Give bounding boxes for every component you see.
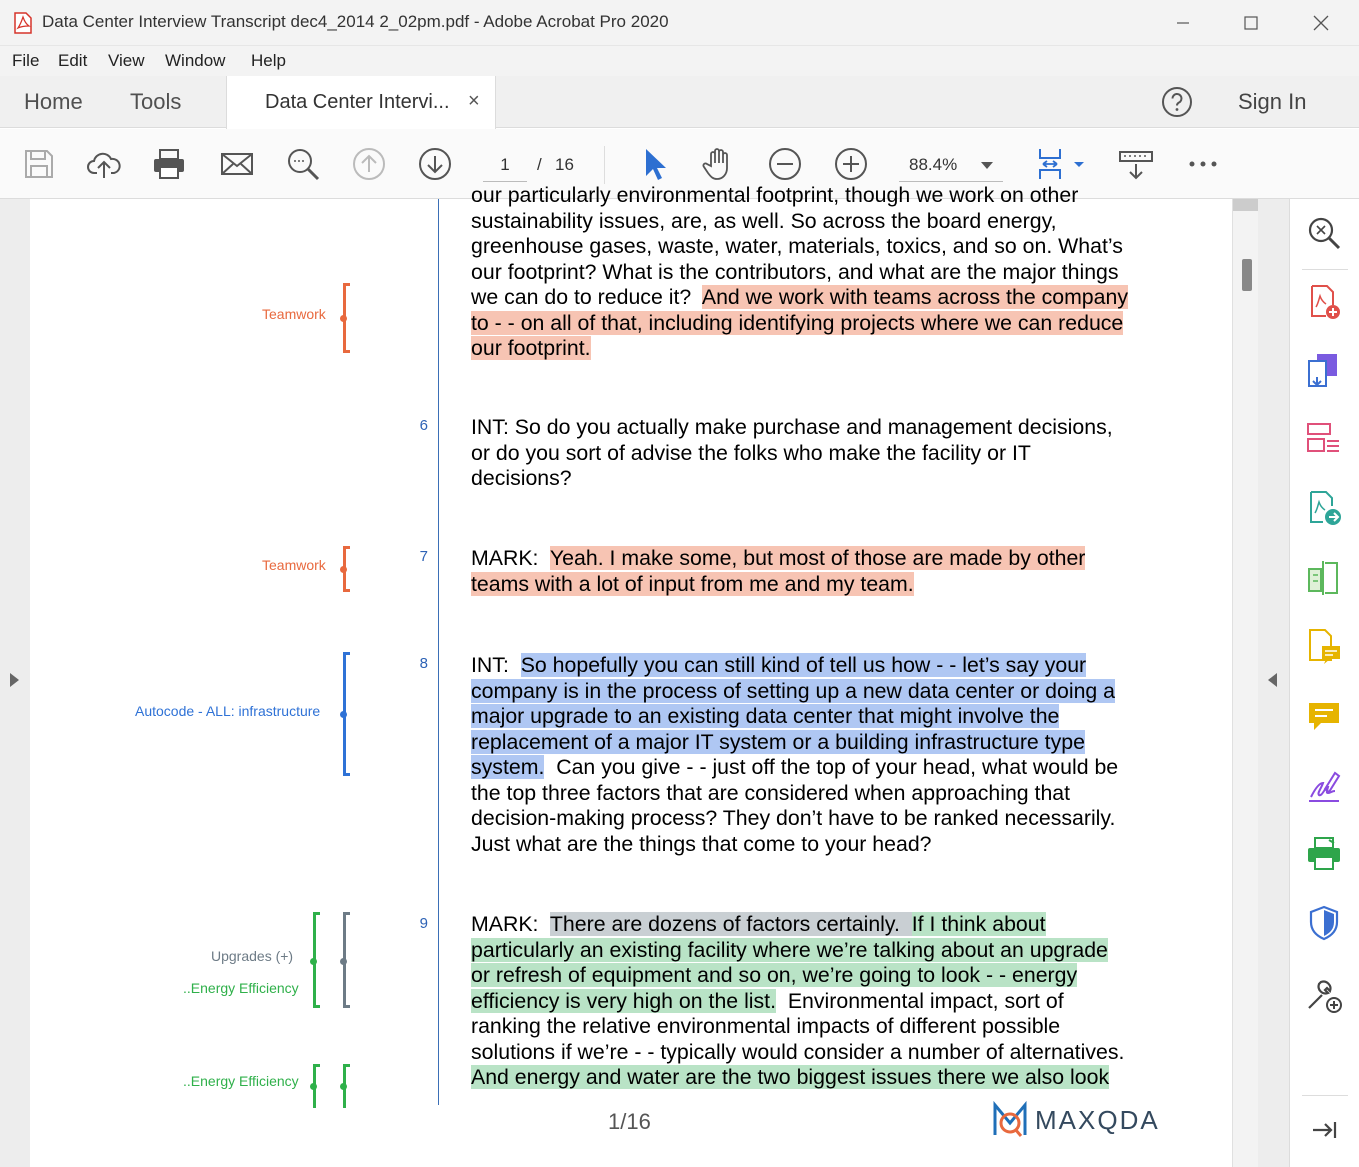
text-span: INT: xyxy=(471,653,521,677)
collapse-panel-icon[interactable] xyxy=(1305,1111,1343,1149)
tab-document[interactable] xyxy=(226,76,496,129)
coded-segment-autocode[interactable]: major upgrade to an existing data center that might involve the xyxy=(471,704,1060,728)
bracket-dot xyxy=(340,958,347,965)
bracket-dot xyxy=(340,711,347,718)
close-window-button[interactable] xyxy=(1298,8,1344,38)
text-line: ranking the relative environmental impacts of different possible xyxy=(471,1014,1061,1038)
compare-files-icon[interactable] xyxy=(1305,559,1343,597)
text-line: sustainability issues, are, as well. So across the board energy, xyxy=(471,208,1057,233)
transcript-paragraph-9 xyxy=(471,912,1181,1091)
acrobat-pdf-icon xyxy=(14,12,32,34)
coded-segment-teamwork[interactable]: to - - on all of that, including identifying projects where we can reduce xyxy=(471,310,1124,335)
title-bar xyxy=(0,0,1359,46)
text-line: solutions if we’re - - typically would consider a number of alternatives. xyxy=(471,1039,1125,1064)
coded-segment-autocode[interactable]: replacement of a major IT system or a building infrastructure type xyxy=(471,729,1085,754)
code-label-energy-efficiency[interactable]: ..Energy Efficiency xyxy=(183,980,299,996)
bracket-dot xyxy=(340,1083,347,1090)
chevron-down-icon xyxy=(981,162,993,169)
maximize-icon xyxy=(1244,16,1258,30)
panel-divider xyxy=(1302,269,1348,270)
menu-view[interactable]: View xyxy=(108,51,145,70)
close-icon xyxy=(1313,15,1329,31)
coded-segment-teamwork[interactable]: our footprint. xyxy=(471,336,591,360)
code-label-upgrades[interactable]: Upgrades (+) xyxy=(211,948,294,964)
coded-segment-energy-efficiency[interactable]: And energy and water are the two biggest issues there we also look xyxy=(471,1065,1110,1089)
coded-segment-energy-efficiency[interactable]: efficiency is very high on the list. xyxy=(471,988,777,1013)
text-span: we can do to reduce it? xyxy=(471,285,702,309)
code-bracket-autocode[interactable] xyxy=(343,652,350,776)
select-cursor-icon[interactable] xyxy=(636,146,672,182)
menu-window[interactable]: Window xyxy=(165,51,226,70)
text-line: decisions? xyxy=(471,466,572,490)
coded-segment-autocode[interactable]: So hopefully you can still kind of tell us how - - let’s say your xyxy=(520,653,1087,677)
comment-file-icon[interactable] xyxy=(1305,627,1343,665)
transcript-paragraph-5 xyxy=(471,183,1181,362)
coded-segment-energy-efficiency[interactable]: or refresh of equipment and so on, we’re going to look - - energy xyxy=(471,963,1078,987)
code-bracket-energy-efficiency[interactable] xyxy=(313,912,320,1008)
paragraph-number[interactable]: 6 xyxy=(419,417,428,434)
more-tools-icon[interactable] xyxy=(1305,976,1343,1014)
code-label-teamwork[interactable]: Teamwork xyxy=(262,306,326,322)
toolbar-divider xyxy=(604,146,605,184)
coded-segment-energy-efficiency[interactable]: If I think about xyxy=(911,912,1046,936)
maximize-button[interactable] xyxy=(1228,8,1274,38)
total-pages: 16 xyxy=(555,155,574,174)
minimize-button[interactable] xyxy=(1160,8,1206,38)
text-span: Can you give - - just off the top of your head, what would be xyxy=(544,755,1119,779)
coded-segment-autocode[interactable]: company is in the process of setting up a new data center or doing a xyxy=(471,678,1116,703)
maxqda-logo-icon xyxy=(992,1101,1028,1139)
paragraph-number[interactable]: 9 xyxy=(419,915,428,932)
zoom-select[interactable] xyxy=(899,148,1003,182)
print-icon[interactable] xyxy=(151,146,187,182)
menu-help[interactable]: Help xyxy=(251,51,286,70)
panel-divider xyxy=(1302,1095,1348,1096)
upload-cloud-icon[interactable] xyxy=(86,146,122,182)
code-label-energy-efficiency[interactable]: ..Energy Efficiency xyxy=(183,1073,299,1089)
document-tab-label: Data Center Intervi... xyxy=(265,91,450,113)
text-line xyxy=(471,704,1181,730)
text-line xyxy=(471,679,1181,705)
code-bracket-teamwork[interactable] xyxy=(343,283,350,353)
text-line: our footprint? What is the contributors, and what are the major things xyxy=(471,259,1119,284)
save-icon[interactable] xyxy=(21,146,57,182)
close-tab-button[interactable]: × xyxy=(468,90,480,112)
text-line xyxy=(471,572,1181,598)
comment-icon[interactable] xyxy=(1305,697,1343,735)
bracket-dot xyxy=(340,566,347,573)
text-line xyxy=(471,546,1181,572)
bracket-dot xyxy=(310,958,317,965)
code-bracket-upgrades[interactable] xyxy=(343,912,350,1008)
scrollbar-thumb[interactable] xyxy=(1242,259,1252,291)
text-line xyxy=(471,1065,1181,1091)
text-span: Environmental impact, sort of xyxy=(776,988,1064,1013)
text-span: MARK: xyxy=(471,546,550,570)
search-icon[interactable] xyxy=(285,146,321,182)
tab-home[interactable]: Home xyxy=(24,89,83,114)
coded-segment-teamwork[interactable]: Yeah. I make some, but most of those are made by other xyxy=(549,546,1086,570)
chevron-right-icon xyxy=(10,673,19,687)
text-span: MARK: xyxy=(471,912,550,936)
tools-panel xyxy=(1289,199,1359,1167)
paragraph-number[interactable]: 7 xyxy=(419,548,428,565)
coded-segment-teamwork[interactable]: teams with a lot of input from me and my team. xyxy=(471,571,914,596)
code-bracket-energy-efficiency[interactable] xyxy=(313,1064,320,1108)
text-line: or do you sort of advise the folks who make the facility or IT xyxy=(471,440,1031,465)
left-panel-toggle[interactable] xyxy=(0,199,30,1167)
transcript-paragraph-6 xyxy=(471,415,1181,492)
protect-shield-icon[interactable] xyxy=(1305,904,1343,942)
read-mode-icon[interactable] xyxy=(1118,146,1154,182)
text-line xyxy=(471,311,1181,337)
text-line: our particularly environmental footprint, though we work on other xyxy=(471,183,1079,207)
code-bracket-energy-efficiency[interactable] xyxy=(343,1064,350,1108)
pdf-page xyxy=(30,183,1232,1167)
text-line xyxy=(471,989,1181,1015)
hand-tool-icon[interactable] xyxy=(701,146,737,182)
menu-bar xyxy=(0,46,1359,76)
coded-segment-upgrades[interactable]: There are dozens of factors certainly. xyxy=(549,912,912,936)
menu-file[interactable]: File xyxy=(12,51,40,70)
coded-segment-energy-efficiency[interactable]: particularly an existing facility where we’re talking about an upgrade xyxy=(471,937,1108,962)
code-bracket-teamwork[interactable] xyxy=(343,546,350,592)
share-pdf-icon[interactable] xyxy=(1305,489,1343,527)
create-pdf-icon[interactable] xyxy=(1305,283,1343,321)
sign-in-button[interactable]: Sign In xyxy=(1238,89,1307,114)
text-line xyxy=(471,755,1181,781)
text-line: Just what are the things that come to your head? xyxy=(471,831,932,856)
zoom-out-icon[interactable] xyxy=(767,146,803,182)
text-line xyxy=(471,963,1181,989)
text-line xyxy=(471,336,1181,362)
vertical-scrollbar[interactable] xyxy=(1232,199,1258,1167)
print-production-icon[interactable] xyxy=(1305,835,1343,873)
menu-edit[interactable]: Edit xyxy=(58,51,88,70)
bracket-dot xyxy=(340,315,347,322)
email-icon[interactable] xyxy=(219,146,255,182)
tab-bar xyxy=(0,76,1359,128)
previous-page-icon[interactable] xyxy=(351,146,387,182)
transcript-paragraph-8 xyxy=(471,653,1181,857)
organize-pages-icon[interactable] xyxy=(1305,419,1343,457)
fill-and-sign-icon[interactable] xyxy=(1305,767,1343,805)
page-separator: / xyxy=(537,155,542,174)
text-line xyxy=(471,653,1181,679)
text-line xyxy=(471,285,1181,311)
next-page-icon[interactable] xyxy=(417,146,453,182)
code-label-teamwork[interactable]: Teamwork xyxy=(262,557,326,573)
minimize-icon xyxy=(1176,16,1190,30)
paragraph-number[interactable]: 8 xyxy=(419,655,428,672)
page-number-input[interactable]: 1 xyxy=(483,148,527,182)
zoom-value: 88.4% xyxy=(909,155,958,174)
text-line: greenhouse gases, waste, water, materials, toxics, and so on. What’s xyxy=(471,234,1123,258)
zoom-tools-icon[interactable] xyxy=(1305,214,1343,252)
paragraph-margin-line xyxy=(438,199,439,1105)
export-pdf-icon[interactable] xyxy=(1305,351,1343,389)
code-label-autocode[interactable]: Autocode - ALL: infrastructure xyxy=(135,703,321,719)
coded-segment-teamwork[interactable]: And we work with teams across the company xyxy=(701,285,1128,309)
text-line: the top three factors that are considered when approaching that xyxy=(471,780,1071,805)
document-viewport[interactable] xyxy=(0,183,1289,1167)
bracket-dot xyxy=(310,1083,317,1090)
maxqda-brand: MAXQDA xyxy=(1035,1105,1160,1135)
right-panel-toggle[interactable] xyxy=(1258,199,1289,1167)
help-icon[interactable] xyxy=(1161,86,1193,118)
text-line: INT: So do you actually make purchase and management decisions, xyxy=(471,415,1113,439)
text-line xyxy=(471,730,1181,756)
coded-segment-autocode[interactable]: system. xyxy=(471,755,545,779)
zoom-in-icon[interactable] xyxy=(833,146,869,182)
more-options-icon[interactable] xyxy=(1185,146,1221,182)
chevron-left-icon xyxy=(1268,673,1277,687)
scrollbar-top xyxy=(1233,199,1259,211)
window-title: Data Center Interview Transcript dec4_2014 2_02pm.pdf - Adobe Acrobat Pro 2020 xyxy=(42,12,669,31)
text-line: decision-making process? They don’t have to be ranked necessarily. xyxy=(471,806,1116,830)
page-fit-icon[interactable] xyxy=(1034,146,1088,182)
text-line xyxy=(471,912,1181,938)
transcript-paragraph-7 xyxy=(471,546,1181,597)
tab-tools[interactable]: Tools xyxy=(130,89,182,114)
text-line xyxy=(471,938,1181,964)
page-footer-number: 1/16 xyxy=(608,1109,651,1134)
